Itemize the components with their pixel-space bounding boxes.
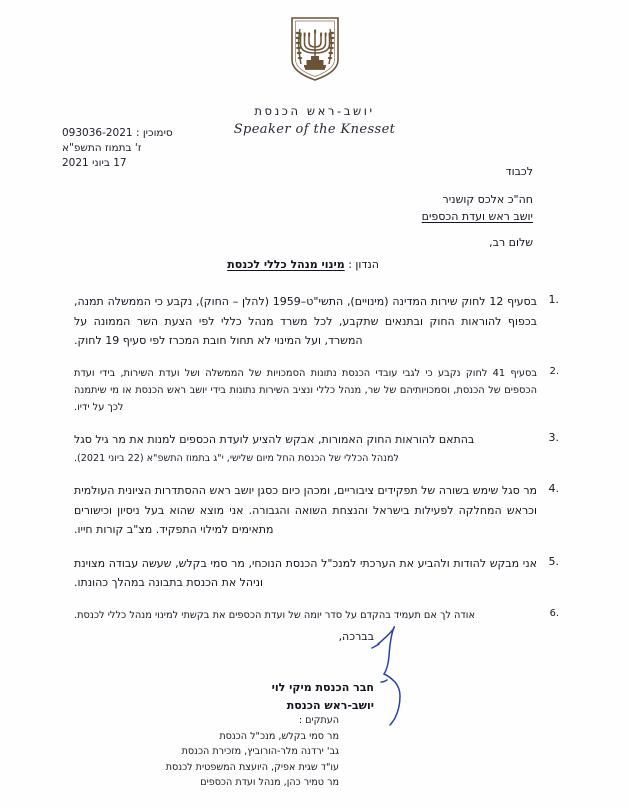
paragraph-text: בסעיף 12 לחוק שירות המדינה (מינויים), התשי"ט–1959 (להלן – החוק), נקבע כי הממשלה תמנה, בכפוף להוראות החוק ובתנאים שתקבע, לכל משרד מנהל כללי לפי הצעת השר הממונה על המשרד, ועל המינוי לא תחול חובת המכרז לפי סעיף 19 לחוק.: [74, 295, 538, 348]
signature-block: [272, 630, 374, 714]
paragraph-text: מר סגל שימש בשורה של תפקידים ציבוריים, ומכהן כיום כסגן יושב ראש ההסתדרות הציונית העולמית וכראש המחלקה לפעילות בישראל והנצחת השואה והגבורה. אני מוצא שהוא בעל ניסיון וכישורים מתאימים למילוי התפקיד. מצ"ב קורות חייו.: [74, 484, 537, 537]
paragraph-body: [74, 292, 537, 351]
paragraph-item: [74, 607, 559, 624]
gregorian-date: 17 ביוני 2021: [62, 157, 127, 170]
paragraph-number: 6.: [549, 607, 559, 619]
paragraph-number: 2.: [549, 365, 559, 377]
subject-text: מינוי מנהל כללי לכנסת: [227, 258, 345, 271]
cc-title: העתקים :: [298, 715, 339, 726]
hebrew-date: ז' בתמוז התשפ"א: [62, 142, 142, 155]
paragraph-body: [74, 481, 537, 540]
cc-item: עו"ד שגית אפיק, היועצת המשפטית לכנסת: [165, 761, 339, 773]
signature-regards: בברכה,: [338, 630, 374, 643]
greeting: שלום רב,: [489, 236, 533, 249]
letterhead-title-hebrew: יושב-ראש הכנסת: [254, 104, 375, 118]
reference-block: [62, 126, 173, 172]
addressee-salutation: לכבוד: [505, 165, 533, 178]
paragraph-number: 5.: [548, 554, 559, 568]
reference-number-line: [62, 126, 173, 141]
paragraph-body: [74, 365, 537, 416]
israel-state-emblem-icon: [289, 16, 341, 82]
cc-item: גב' ירדנה מלר-הורוביץ, מזכירת הכנסת: [181, 746, 339, 758]
subject-line: [227, 258, 379, 271]
paragraph-number: 4.: [548, 482, 559, 496]
letterhead-title-english: Speaker of the Knesset: [233, 122, 396, 137]
paragraph-item: [74, 292, 559, 351]
cc-item: מר סמי בקלש, מנכ"ל הכנסת: [219, 730, 339, 742]
paragraph-text: אני מבקש להודות ולהביע את הערכתי למנכ"ל הכנסת הנוכחי, מר סמי בקלש, שעשה עבודה מצוינת וניהל את הכנסת בתבונה במהלך כהונתו.: [74, 556, 537, 590]
cc-block: [166, 713, 339, 791]
paragraph-item: [74, 554, 559, 593]
addressee-block: [422, 163, 533, 225]
cc-item: מר טמיר כהן, מנהל ועדת הכספים: [200, 777, 339, 789]
paragraph-number: 3.: [548, 431, 559, 445]
reference-label: סימוכין :: [135, 127, 173, 139]
paragraph-subtext: למנהל הכללי של הכנסת החל מיום שלישי, י"ג בתמוז התשפ"א (22 ביוני 2021).: [74, 452, 399, 464]
paragraph-item: [74, 481, 559, 540]
paragraph-text: בסעיף 41 לחוק נקבע כי לגבי עובדי הכנסת נתונות הסמכויות של הממשלה ושל ועדת השירות, בידי ועדת הכספים של הכנסת, וסמכויותיהם של שר, מנהל כללי ונציב השירות נתונות בידי יושב ראש הכנסת או מי שיתמנה לכך על ידיו.: [74, 367, 537, 414]
subject-label: הנדון :: [348, 258, 379, 271]
paragraph-body: [74, 607, 537, 624]
reference-number: 093036-2021: [62, 127, 133, 139]
paragraph-body: [74, 554, 537, 593]
body-paragraph-list: [74, 292, 559, 638]
paragraph-body: [74, 430, 537, 467]
paragraph-number: 1.: [548, 293, 559, 306]
paragraph-text: בהתאם להוראות החוק האמורות, אבקש להציע לועדת הכספים למנות את מר גיל סגל: [74, 433, 475, 447]
addressee-name: חה"כ אלכס קושניר: [442, 193, 533, 207]
letterhead: [0, 0, 629, 137]
signatory-role: יושב-ראש הכנסת: [286, 698, 374, 712]
addressee-role: יושב ראש ועדת הכספים: [421, 210, 533, 224]
signatory-name: חבר הכנסת מיקי לוי: [271, 681, 374, 694]
paragraph-item: [74, 365, 559, 416]
paragraph-item: [74, 430, 559, 467]
paragraph-text: אודה לך אם תעמיד בהקדם על סדר יומה של ועדת הכספים את בקשתי למינוי מנהל כללי לכנסת.: [74, 609, 476, 621]
